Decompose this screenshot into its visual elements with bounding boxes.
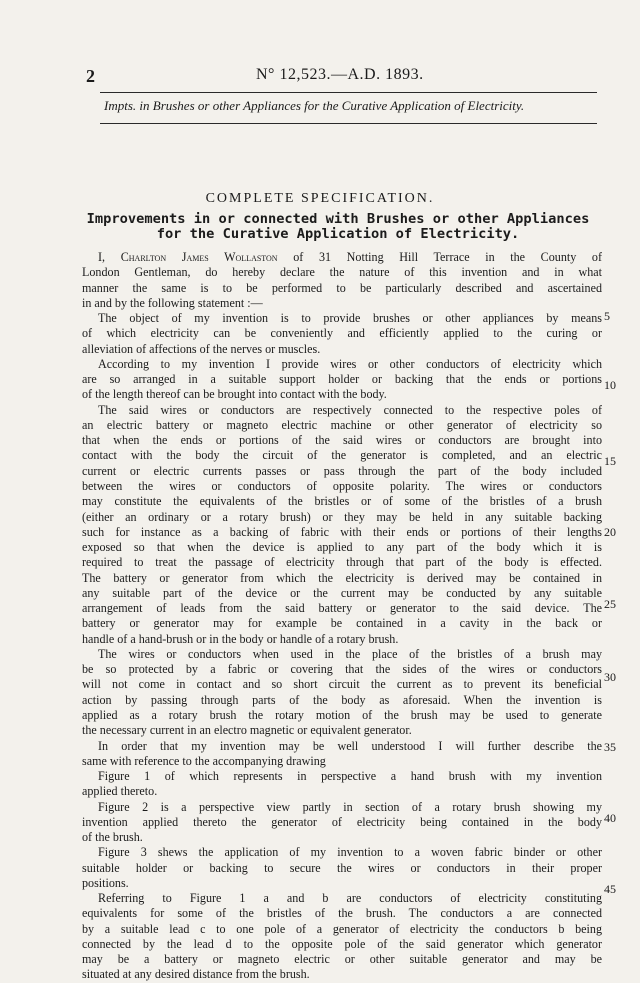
page-number: 2 (86, 66, 95, 86)
text-line: by a suitable lead c to one pole of a generator of electricity the conductors b being (82, 921, 602, 936)
text-line: between the wires or conductors of opposite polarity. The wires or conductors (82, 478, 602, 493)
text-line: positions. (82, 875, 129, 890)
margin-line-number: 15 (604, 454, 616, 468)
text-line: of the length thereof can be brought into contact with the body. (82, 387, 387, 402)
text-line: current or electric currents passes or pass through the part of the body included (82, 463, 602, 478)
text-line: may constitute the equivalents of the bristles or of some of the bristles of a brush (82, 494, 602, 509)
text-line: are so arranged in a suitable support holder or backing that the ends or portions (82, 372, 602, 387)
margin-line-number: 40 (604, 811, 616, 825)
text-line: in and by the following statement :— (82, 295, 263, 310)
text-line: invention applied thereto the generator of electricity being contained in the body (82, 814, 602, 829)
text-line: any suitable part of the device or the current may be conducted by any suitable (82, 585, 602, 600)
header-rule-top (100, 92, 597, 93)
document-title (78, 212, 598, 242)
running-head: Impts. in Brushes or other Appliances for the Curative Application of Electricity. (104, 98, 525, 113)
text-line: alleviation of affections of the nerves or muscles. (82, 341, 321, 356)
text-line: an electric battery or magneto electric machine or other generator of electricity so (82, 417, 602, 432)
text-line: battery or generator may for example be contained in a cavity in the back or (82, 616, 602, 631)
margin-line-number: 5 (604, 309, 610, 323)
header-rule-bottom (100, 123, 597, 124)
text-line: the necessary current in an electro magnetic or equivalent generator. (82, 723, 412, 738)
margin-line-number: 20 (604, 525, 616, 539)
text-line: The said wires or conductors are respectively connected to the respective poles of (98, 402, 602, 417)
text-line: Figure 1 of which represents in perspective a hand brush with my invention (98, 769, 602, 784)
margin-line-number: 10 (604, 378, 616, 392)
text-line (82, 250, 602, 265)
text-line: (either an ordinary or a rotary brush) or they may be held in any suitable backing (82, 509, 602, 524)
text-line: suitable holder or backing to secure the wires or conductors in their proper (82, 860, 602, 875)
text-line: The object of my invention is to provide brushes or other appliances by means (98, 311, 602, 326)
text-line: arrangement of leads from the said battery or generator to the said device. The (82, 601, 602, 616)
text-line: such for instance as a backing of fabric with their ends or portions of their lengths (82, 524, 602, 539)
text-line: contact with the body the circuit of the generator is completed, and an electric (82, 448, 602, 463)
text-line: may be a battery or magneto electric or other suitable generator and may be (82, 952, 602, 967)
text-line: Figure 2 is a perspective view partly in section of a rotary brush showing my (98, 799, 602, 814)
text-line: applied thereto. (82, 784, 158, 799)
title-line-2: for the Curative Application of Electricity. (156, 226, 520, 242)
text-line: that when the ends or portions of the said wires or conductors are brought into (82, 433, 602, 448)
text-line: be so protected by a fabric or covering that the sides of the wires or conductors (82, 662, 602, 677)
text-line: of the brush. (82, 830, 143, 845)
text-line: London Gentleman, do hereby declare the nature of this invention and in what (82, 265, 602, 280)
spec-heading: COMPLETE SPECIFICATION. (205, 191, 435, 206)
margin-line-number: 30 (604, 670, 616, 684)
margin-line-number: 35 (604, 740, 616, 754)
text-line: The wires or conductors when used in the place of the bristles of a brush may (98, 646, 602, 661)
text-line: Referring to Figure 1 a and b are conductors of electricity constituting (98, 891, 602, 906)
margin-line-number: 45 (604, 882, 616, 896)
text-line: of which electricity can be conveniently and efficiently applied to the curing or (82, 326, 602, 341)
text-line: handle of a hand-brush or in the body or handle of a rotary brush. (82, 631, 399, 646)
text-line: will not come in contact and so short circuit the current as to prevent its beneficial (82, 677, 602, 692)
text-line: The battery or generator from which the electricity is derived may be contained in (82, 570, 602, 585)
title-line-1: Improvements in or connected with Brushes or other Appliances (86, 211, 590, 227)
text-line: required to treat the passage of electricity through that part of the body is effected. (82, 555, 602, 570)
text-line: manner the same is to be performed to be particularly described and ascertained (82, 280, 602, 295)
text-line: equivalents for some of the bristles of the brush. The conductors a are connected (82, 906, 602, 921)
text-line: action by passing through parts of the body as aforesaid. When the invention is (82, 692, 602, 707)
body-text (82, 250, 602, 983)
text-line: exposed so that when the device is applied to any part of the body which it is (82, 540, 602, 555)
text-line: applied as a rotary brush the rotary motion of the brush may be used to generate (82, 707, 602, 722)
text-line: connected by the lead d to the opposite pole of the said generator which generator (82, 936, 602, 951)
text-line: According to my invention I provide wires or other conductors of electricity which (98, 356, 602, 371)
intro-opening: I, (98, 250, 121, 264)
intro-rest: of 31 Notting Hill Terrace in the County of (277, 250, 602, 264)
margin-line-number: 25 (604, 597, 616, 611)
text-line: situated at any desired distance from the brush. (82, 967, 310, 982)
text-line: Figure 3 shews the application of my invention to a woven fabric binder or other (98, 845, 602, 860)
text-line: In order that my invention may be well understood I will further describe the (98, 738, 602, 753)
patent-number: N° 12,523.—A.D. 1893. (256, 66, 424, 83)
inventor-name: Charlton James Wollaston (120, 250, 278, 264)
text-line: same with reference to the accompanying drawing (82, 753, 326, 768)
